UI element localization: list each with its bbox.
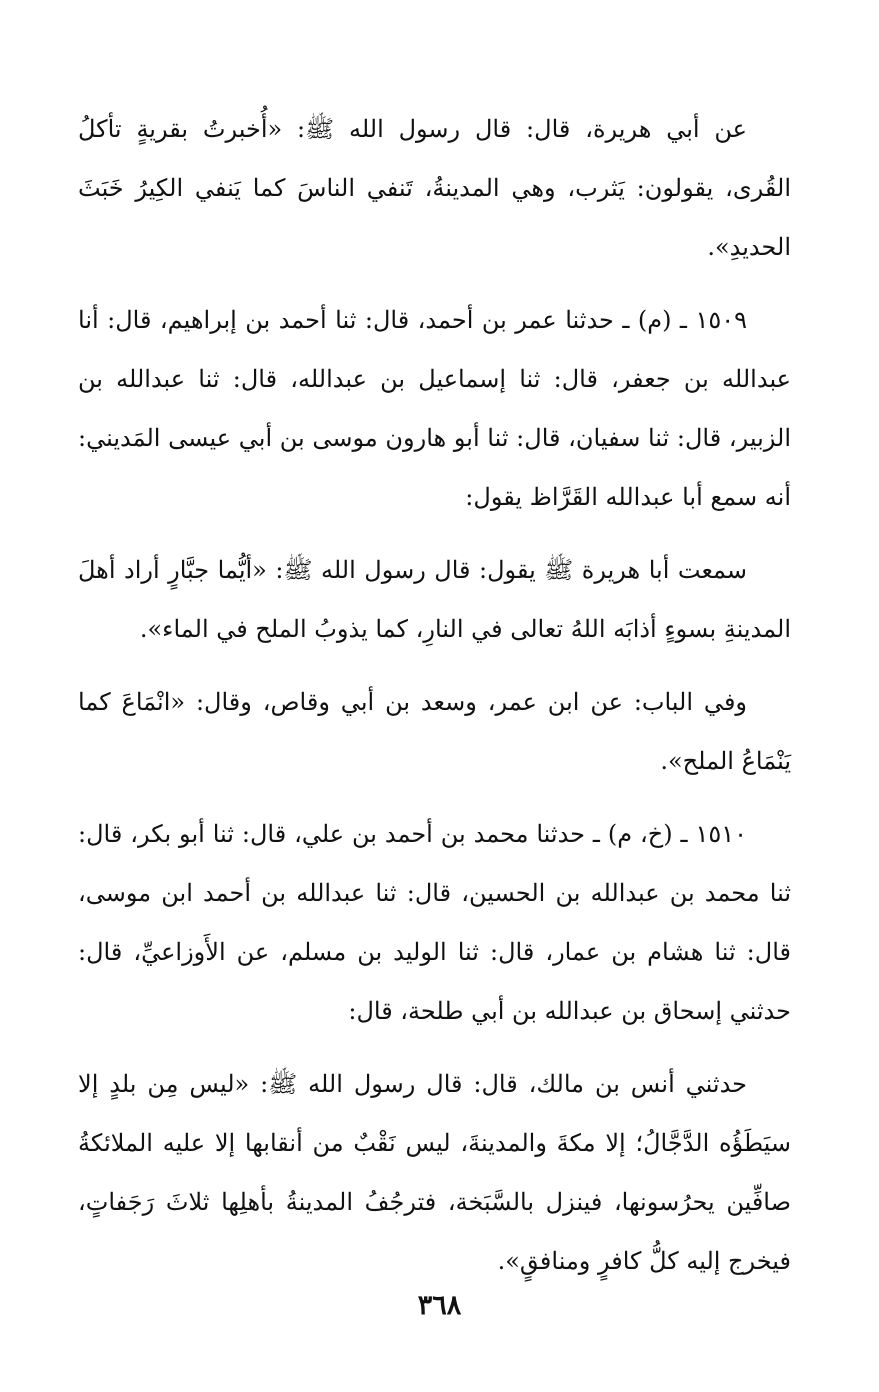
paragraph-hadith-1509-chain: ١٥٠٩ ـ (م) ـ حدثنا عمر بن أحمد، قال: ثنا أحمد بن إبراهيم، قال: أنا عبدالله بن جعفر، قال: ثنا إسماعيل بن عبدالله، قال: ثنا عبدالله بن الزبير، قال: ثنا سفيان، قال: ثنا أبو هارون موسى بن أبي عيسى المَديني: أنه سمع أبا عبدالله القَرَّاظ يقول: xyxy=(78,306,792,511)
hadith-text-block xyxy=(78,100,791,1305)
paragraph-in-the-chapter: وفي الباب: عن ابن عمر، وسعد بن أبي وقاص، وقال: «انْمَاعَ كما يَنْمَاعُ الملح». xyxy=(78,688,791,775)
paragraph-hadith-1510-text: حدثني أنس بن مالك، قال: قال رسول الله ﷺ: «ليس مِن بلدٍ إلا سيَطَؤُه الدَّجَّالُ؛ إلا مكةَ والمدينةَ، ليس نَقْبٌ من أنقابها إلا عليه الملائكةُ صافِّين يحرُسونها، فينزل بالسَّبَخة، فترجُفُ المدينةُ بأهلِها ثلاثَ رَجَفاتٍ، فيخرج إليه كلُّ كافرٍ ومنافقٍ». xyxy=(78,1070,792,1275)
page-number: ٣٦٨ xyxy=(417,1290,462,1321)
paragraph-hadith-1509-text: سمعت أبا هريرة ﷺ يقول: قال رسول الله ﷺ: «أيُّما جبَّارٍ أراد أهلَ المدينةِ بسوءٍ أذابَه اللهُ تعالى في النارِ، كما يذوبُ الملح في الماء». xyxy=(78,556,791,643)
paragraph-hadith-ending: عن أبي هريرة، قال: قال رسول الله ﷺ: «أُخبرتُ بقريةٍ تأكلُ القُرى، يقولون: يَثرب، وهي المدينةُ، تَنفي الناسَ كما يَنفي الكِيرُ خَبَثَ الحديدِ». xyxy=(78,115,791,261)
paragraph-hadith-1510-chain: ١٥١٠ ـ (خ، م) ـ حدثنا محمد بن أحمد بن علي، قال: ثنا أبو بكر، قال: ثنا محمد بن عبدالله بن الحسين، قال: ثنا عبدالله بن أحمد ابن موسى، قال: ثنا هشام بن عمار، قال: ثنا الوليد بن مسلم، عن الأَوزاعيِّ، قال: حدثني إسحاق بن عبدالله بن أبي طلحة، قال: xyxy=(78,820,791,1025)
